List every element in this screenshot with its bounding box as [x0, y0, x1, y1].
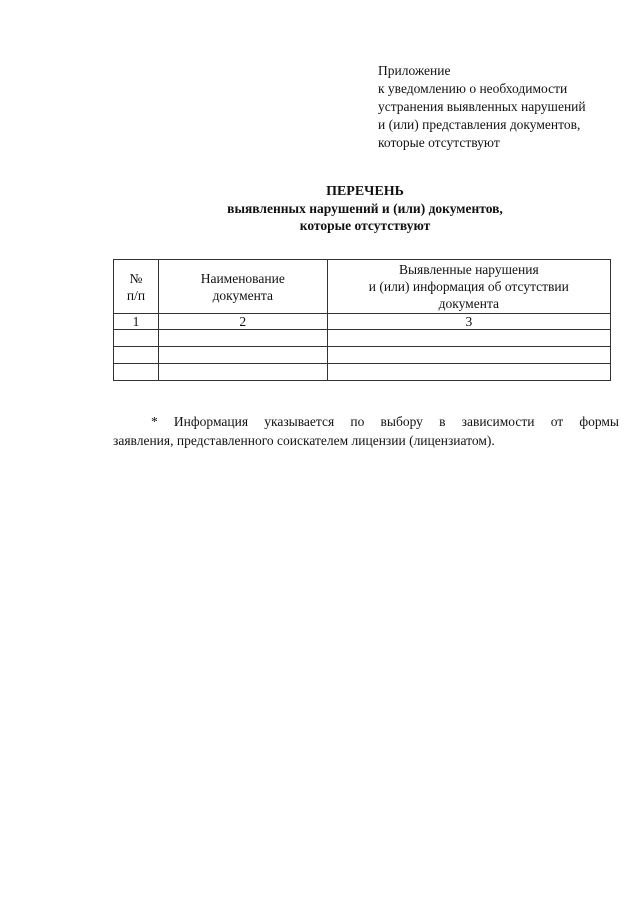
- table-cell: [158, 347, 327, 364]
- table-cell: [114, 347, 159, 364]
- table-cell: [114, 364, 159, 381]
- header-number: [114, 260, 159, 314]
- title-main: ПЕРЕЧЕНЬ: [326, 184, 404, 199]
- appendix-line: устранения выявленных нарушений: [378, 99, 586, 114]
- header-text: Выявленные нарушения: [398, 262, 539, 277]
- table-cell: [327, 330, 610, 347]
- footnote: [113, 412, 619, 450]
- header-text: документа: [212, 287, 273, 303]
- table-row: [114, 347, 611, 364]
- table-cell: [114, 330, 159, 347]
- header-violations: [327, 260, 610, 314]
- appendix-block: [378, 62, 628, 152]
- appendix-line: Приложение: [378, 63, 451, 78]
- title-line: выявленных нарушений и (или) документов,: [227, 201, 503, 216]
- violations-table: [113, 259, 611, 381]
- column-number-row: [114, 314, 611, 330]
- title-line: которые отсутствуют: [299, 218, 431, 233]
- footnote-line: * Информация указывается по выбору в зависимости от формы: [151, 414, 619, 429]
- table-cell: [327, 364, 610, 381]
- table-row: [114, 364, 611, 381]
- header-text: Наименование: [200, 270, 285, 286]
- table-cell: [158, 330, 327, 347]
- header-text: и (или) информация об отсутствии: [368, 279, 569, 294]
- header-text: №: [129, 270, 143, 286]
- table-cell: [158, 364, 327, 381]
- appendix-line: которые отсутствуют: [378, 135, 500, 150]
- column-number: 2: [158, 314, 327, 330]
- column-number: 1: [114, 314, 159, 330]
- document-title: [100, 183, 630, 234]
- header-document-name: [158, 260, 327, 314]
- column-number: 3: [327, 314, 610, 330]
- header-text: п/п: [126, 287, 146, 303]
- header-text: документа: [438, 296, 499, 311]
- table-row: [114, 330, 611, 347]
- table-cell: [327, 347, 610, 364]
- appendix-line: к уведомлению о необходимости: [378, 81, 568, 96]
- table-header-row: [114, 260, 611, 314]
- appendix-line: и (или) представления документов,: [378, 117, 581, 132]
- footnote-line: заявления, представленного соискателем лицензии (лицензиатом).: [113, 433, 495, 448]
